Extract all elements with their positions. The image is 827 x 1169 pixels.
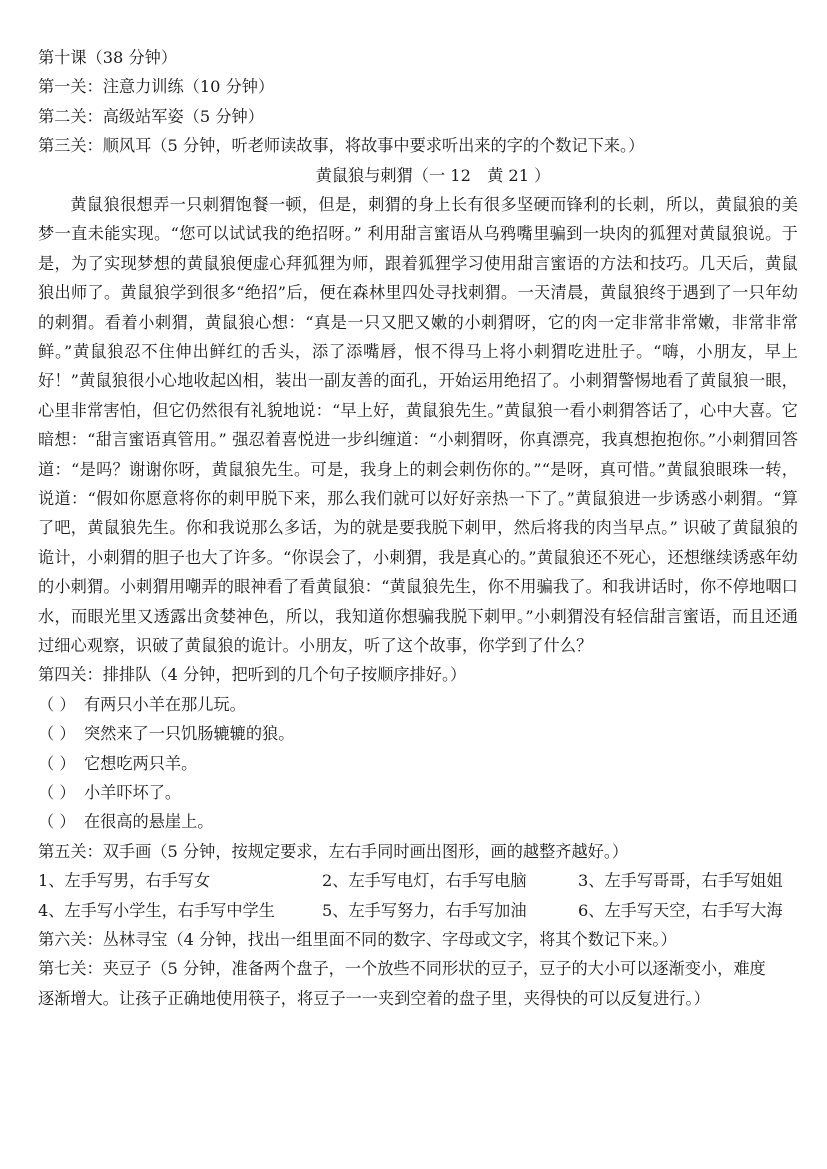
order-blank: （ ） <box>38 812 76 832</box>
order-item <box>38 749 798 778</box>
order-item-text: 在很高的悬崖上。 <box>84 812 214 832</box>
level-1-heading: 第一关：注意力训练（10 分钟） <box>38 77 275 97</box>
lesson-title: 第十课（38 分钟） <box>38 48 178 67</box>
order-item-text: 小羊吓坏了。 <box>84 783 182 803</box>
order-item <box>38 807 798 836</box>
exercise-item: 5、左手写努力，右手写加油 <box>322 900 527 920</box>
order-item <box>38 719 798 748</box>
story-body: 黄鼠狼很想弄一只刺猬饱餐一顿，但是，刺猬的身上长有很多坚硬而锋利的长刺，所以，黄鼠狼的美梦一直未能实现。“您可以试试我的绝招呀。” 利用甜言蜜语从乌鸦嘴里骗到一块肉的狐狸对黄鼠狼说。于是，为了实现梦想的黄鼠狼便虚心拜狐狸为师，跟着狐狸学习使用甜言蜜语的方法和技巧。几天后，黄鼠狼出师了。黄鼠狼学到很多“绝招”后，便在森林里四处寻找刺猬。一天清晨，黄鼠狼终于遇到了一只年幼的刺猬。看着小刺猬，黄鼠狼心想：“真是一只又肥又嫩的小刺猬呀，它的肉一定非常非常嫩，非常非常鲜。”黄鼠狼忍不住伸出鲜红的舌头，添了添嘴唇，恨不得马上将小刺猬吃进肚子。“嗨，小朋友，早上好！”黄鼠狼很小心地收起凶相，装出一副友善的面孔，开始运用绝招了。小刺猬警惕地看了黄鼠狼一眼，心里非常害怕，但它仍然很有礼貌地说：“早上好，黄鼠狼先生。”黄鼠狼一看小刺猬答话了，心中大喜。它暗想：“甜言蜜语真管用。” 强忍着喜悦进一步纠缠道：“小刺猬呀，你真漂亮，我真想抱抱你。”小刺猬回答道：“是吗？谢谢你呀，黄鼠狼先生。可是，我身上的刺会刺伤你的。”“是呀，真可惜。”黄鼠狼眼珠一转，说道：“假如你愿意将你的刺甲脱下来，那么我们就可以好好亲热一下了。”黄鼠狼进一步诱惑小刺猬。“算了吧，黄鼠狼先生。你和我说那么多话，为的就是要我脱下刺甲，然后将我的肉当早点。” 识破了黄鼠狼的诡计，小刺猬的胆子也大了许多。“你误会了，小刺猬，我是真心的。”黄鼠狼还不死心，还想继续诱惑年幼的小刺猬。小刺猬用嘲弄的眼神看了看黄鼠狼：“黄鼠狼先生，你不用骗我了。和我讲话时，你不停地咽口水，而眼光里又透露出贪婪神色，所以，我知道你想骗我脱下刺甲。”小刺猬没有轻信甜言蜜语，而且还通过细心观察，识破了黄鼠狼的诡计。小朋友，听了这个故事，你学到了什么？ <box>38 194 798 656</box>
exercise-item: 3、左手写哥哥，右手写姐姐 <box>578 871 783 891</box>
order-blank: （ ） <box>38 783 76 803</box>
order-item-text: 有两只小羊在那儿玩。 <box>84 694 246 714</box>
exercise-item: 6、左手写天空，右手写大海 <box>578 900 783 920</box>
exercise-item: 1、左手写男，右手写女 <box>38 871 211 891</box>
exercise-item: 2、左手写电灯，右手写电脑 <box>322 871 527 891</box>
order-blank: （ ） <box>38 724 76 744</box>
order-item <box>38 690 798 719</box>
exercise-item: 4、左手写小学生，右手写中学生 <box>38 900 275 920</box>
exercise-row <box>38 896 798 925</box>
exercise-row <box>38 866 798 895</box>
order-blank: （ ） <box>38 753 76 773</box>
level-7-heading: 第七关：夹豆子（5 分钟，准备两个盘子，一个放些不同形状的豆子，豆子的大小可以逐渐变小，难度 <box>38 959 766 979</box>
order-item-text: 突然来了一只饥肠辘辘的狼。 <box>84 724 295 744</box>
story-title: 黄鼠狼与刺猬（一 12 黄 21 ） <box>315 165 551 185</box>
order-blank: （ ） <box>38 694 76 714</box>
level-6-heading: 第六关：丛林寻宝（4 分钟，找出一组里面不同的数字、字母或文字，将其个数记下来。） <box>38 929 677 949</box>
level-5-heading: 第五关：双手画（5 分钟，按规定要求，左右手同时画出图形，画的越整齐越好。） <box>38 841 629 861</box>
level-3-heading: 第三关：顺风耳（5 分钟，听老师读故事，将故事中要求听出来的字的个数记下来。） <box>38 136 645 156</box>
order-item-text: 它想吃两只羊。 <box>84 753 198 773</box>
level-2-heading: 第二关：高级站军姿（5 分钟） <box>38 106 264 126</box>
level-7-continuation: 逐渐增大。让孩子正确地使用筷子，将豆子一一夹到空着的盘子里，夹得快的可以反复进行。） <box>38 988 710 1008</box>
level-4-heading: 第四关：排排队（4 分钟，把听到的几个句子按顺序排好。） <box>38 665 467 685</box>
document-page <box>38 43 798 1013</box>
order-item <box>38 778 798 807</box>
